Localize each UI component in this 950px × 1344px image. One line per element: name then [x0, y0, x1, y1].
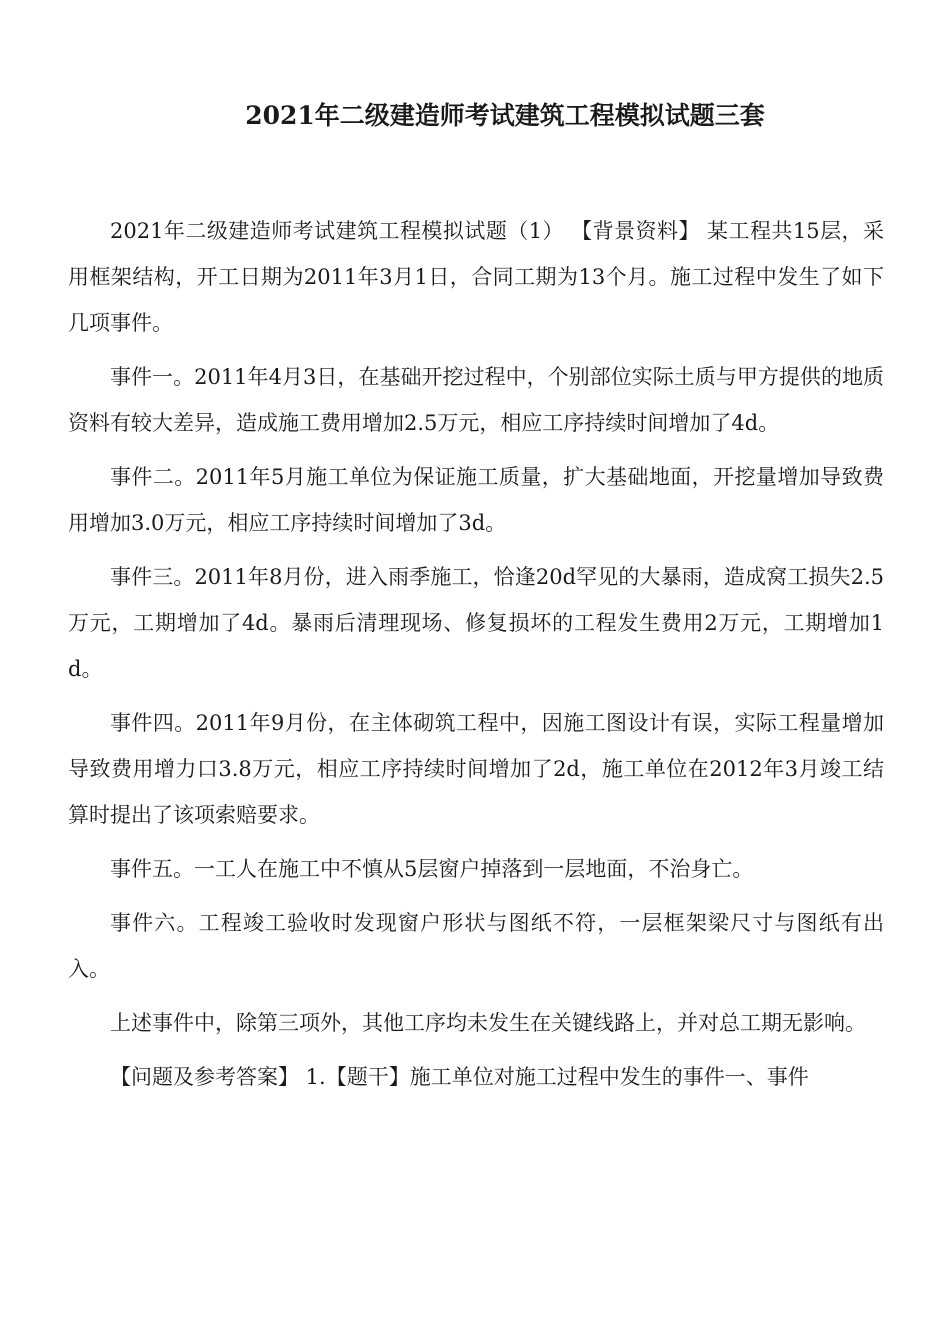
document-body — [68, 208, 884, 1108]
paragraph-questions: 【问题及参考答案】 1.【题干】施工单位对施工过程中发生的事件一、事件 — [110, 1065, 809, 1089]
paragraph-event-1: 事件一。2011年4月3日，在基础开挖过程中，个别部位实际土质与甲方提供的地质资料有较大差异，造成施工费用增加2.5万元，相应工序持续时间增加了4d。 — [68, 365, 884, 435]
paragraph-summary: 上述事件中，除第三项外，其他工序均未发生在关键线路上，并对总工期无影响。 — [110, 1011, 866, 1035]
paragraph-event-5: 事件五。一工人在施工中不慎从5层窗户掉落到一层地面，不治身亡。 — [110, 857, 754, 881]
paragraph-event-4: 事件四。2011年9月份，在主体砌筑工程中，因施工图设计有误，实际工程量增加导致费用增力口3.8万元，相应工序持续时间增加了2d，施工单位在2012年3月竣工结算时提出了该项索赔要求。 — [68, 711, 884, 827]
paragraph-background: 2021年二级建造师考试建筑工程模拟试题（1） 【背景资料】 某工程共15层，采用框架结构，开工日期为2011年3月1日，合同工期为13个月。施工过程中发生了如下几项事件。 — [68, 219, 884, 335]
paragraph-event-3: 事件三。2011年8月份，进入雨季施工，恰逢20d罕见的大暴雨，造成窝工损失2.5万元，工期增加了4d。暴雨后清理现场、修复损坏的工程发生费用2万元，工期增加1d。 — [68, 565, 884, 681]
paragraph-event-6: 事件六。工程竣工验收时发现窗户形状与图纸不符，一层框架梁尺寸与图纸有出入。 — [68, 911, 884, 981]
paragraph-event-2: 事件二。2011年5月施工单位为保证施工质量，扩大基础地面，开挖量增加导致费用增加3.0万元，相应工序持续时间增加了3d。 — [68, 465, 884, 535]
document-title: 2021年二级建造师考试建筑工程模拟试题三套 — [245, 101, 765, 130]
